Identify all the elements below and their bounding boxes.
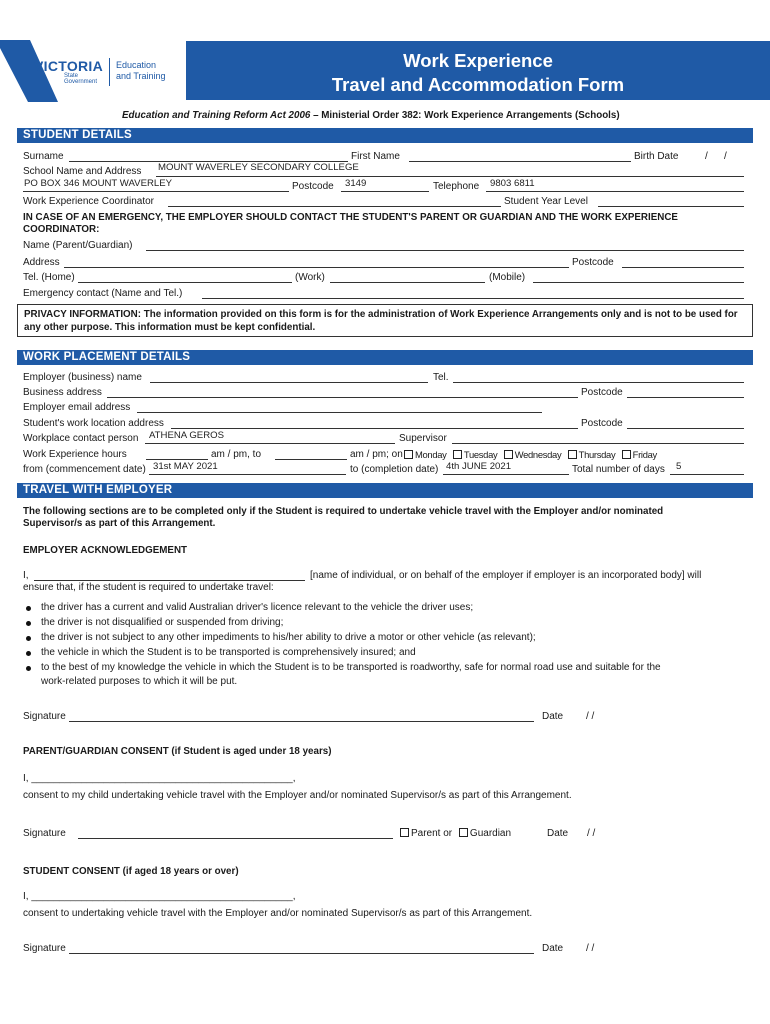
- telephone-label: Telephone: [433, 181, 480, 192]
- tel-mobile-label: (Mobile): [489, 272, 526, 283]
- address-postcode-label: Postcode: [572, 257, 614, 268]
- to-date-field[interactable]: [443, 474, 569, 475]
- logo-sub2: Government: [64, 79, 98, 85]
- student-consent-text: consent to undertaking vehicle travel with the Employer and/or nominated Supervisor/s as part of this Arrangement.: [23, 908, 533, 919]
- bullet-dot-5: [26, 666, 31, 671]
- dept-line2: and Training: [116, 71, 166, 81]
- birth-date-slash-1[interactable]: /: [705, 151, 708, 162]
- postcode-label: Postcode: [292, 181, 334, 192]
- contact-label: Workplace contact person: [23, 433, 139, 444]
- parent-name-label: Name (Parent/Guardian): [23, 240, 133, 251]
- student-signature-label: Signature: [23, 943, 66, 954]
- school-name-value[interactable]: MOUNT WAVERLEY SECONDARY COLLEGE: [158, 162, 359, 173]
- address-postcode-field[interactable]: [622, 267, 744, 268]
- privacy-box: [17, 304, 753, 337]
- tel-label: Tel.: [433, 372, 449, 383]
- wednesday-label: Wednesday: [514, 449, 562, 460]
- bullet-dot-4: [26, 651, 31, 656]
- hours-from-field[interactable]: [146, 459, 208, 460]
- parent-i-field[interactable]: I, _______________________________________________,: [23, 773, 296, 784]
- employer-field[interactable]: [150, 382, 428, 383]
- subtitle-act: Education and Training Reform Act 2006: [122, 110, 311, 121]
- tel-work-field[interactable]: [330, 282, 485, 283]
- employer-date-label: Date: [542, 711, 564, 722]
- student-consent-heading: STUDENT CONSENT (if aged 18 years or over): [23, 866, 239, 877]
- student-i-field[interactable]: I, _______________________________________________,: [23, 891, 296, 902]
- parent-option-label: Parent or: [411, 828, 453, 839]
- ack-name-field[interactable]: [34, 580, 305, 581]
- employer-signature-field[interactable]: [69, 721, 534, 722]
- tel-home-field[interactable]: [78, 282, 292, 283]
- parent-consent-heading: PARENT/GUARDIAN CONSENT (if Student is aged under 18 years): [23, 746, 332, 757]
- birth-date-label: Birth Date: [634, 151, 679, 162]
- subtitle-order: – Ministerial Order 382: Work Experience Arrangements (Schools): [310, 110, 620, 121]
- first-name-field[interactable]: [409, 161, 631, 162]
- friday-checkbox[interactable]: [622, 450, 631, 459]
- employer-date-field[interactable]: / /: [586, 711, 595, 722]
- from-date-field[interactable]: [149, 474, 346, 475]
- location-postcode-field[interactable]: [627, 428, 744, 429]
- form-subtitle: [122, 110, 620, 121]
- monday-label: Monday: [415, 449, 447, 460]
- monday-checkbox[interactable]: [404, 450, 413, 459]
- ack-bullet-5-cont: work-related purposes to which it will be put.: [41, 676, 238, 687]
- contact-field[interactable]: [145, 443, 395, 444]
- coordinator-label: Work Experience Coordinator: [23, 196, 154, 207]
- travel-heading: TRAVEL WITH EMPLOYER: [17, 483, 753, 498]
- telephone-value[interactable]: 9803 6811: [490, 178, 535, 189]
- school-label: School Name and Address: [23, 166, 142, 177]
- bullet-dot-3: [26, 636, 31, 641]
- weekday-checkboxes: [400, 449, 657, 460]
- friday-label: Friday: [632, 449, 657, 460]
- employer-ack-heading: EMPLOYER ACKNOWLEDGEMENT: [23, 545, 188, 556]
- hours-label: Work Experience hours: [23, 449, 127, 460]
- guardian-checkbox[interactable]: [459, 828, 468, 837]
- supervisor-label: Supervisor: [399, 433, 447, 444]
- parent-date-field[interactable]: / /: [587, 828, 596, 839]
- birth-date-slash-2[interactable]: /: [724, 151, 727, 162]
- school-name-field[interactable]: [156, 176, 744, 177]
- ack-i-label: I,: [23, 570, 29, 581]
- total-days-value[interactable]: 5: [676, 461, 682, 472]
- year-level-label: Student Year Level: [504, 196, 588, 207]
- form-title-line1: Work Experience: [403, 50, 553, 71]
- business-postcode-label: Postcode: [581, 387, 623, 398]
- victoria-logo: [34, 58, 103, 85]
- work-location-field[interactable]: [171, 428, 578, 429]
- logo-divider: [109, 58, 110, 86]
- year-level-field[interactable]: [598, 206, 744, 207]
- parent-guardian-options: [396, 828, 511, 839]
- business-postcode-field[interactable]: [627, 397, 744, 398]
- telephone-field[interactable]: [486, 191, 744, 192]
- emergency-contact-field[interactable]: [202, 298, 744, 299]
- bullet-dot-2: [26, 621, 31, 626]
- student-details-heading: STUDENT DETAILS: [17, 128, 753, 143]
- email-label: Employer email address: [23, 402, 131, 413]
- surname-label: Surname: [23, 151, 64, 162]
- parent-signature-field[interactable]: [78, 838, 393, 839]
- tuesday-checkbox[interactable]: [453, 450, 462, 459]
- dept-line1: Education: [116, 60, 157, 70]
- hours-to-field[interactable]: [275, 459, 347, 460]
- emergency-heading: IN CASE OF AN EMERGENCY, THE EMPLOYER SHOULD CONTACT THE STUDENT'S PARENT OR GUARDIAN AND THE WORK EXPERIENCE COORDINATOR:: [23, 212, 678, 235]
- postcode-value[interactable]: 3149: [345, 178, 367, 189]
- tel-work-label: (Work): [295, 272, 325, 283]
- postcode-field[interactable]: [341, 191, 429, 192]
- guardian-option-label: Guardian: [469, 828, 512, 839]
- to-date-label: to (completion date): [350, 464, 439, 475]
- parent-date-label: Date: [547, 828, 569, 839]
- bullet-dot-1: [26, 606, 31, 611]
- privacy-label: PRIVACY INFORMATION:: [24, 309, 142, 320]
- thursday-checkbox[interactable]: [568, 450, 577, 459]
- ack-bullet-5: to the best of my knowledge the vehicle in which the Student is to be transported is roadworthy, safe for normal road use and suitable for the: [41, 662, 661, 673]
- work-placement-heading: WORK PLACEMENT DETAILS: [17, 350, 753, 365]
- ack-name-note: [name of individual, or on behalf of the employer if employer is an incorporated body] will: [310, 570, 702, 581]
- school-address-value[interactable]: PO BOX 346 MOUNT WAVERLEY: [24, 178, 173, 189]
- contact-value[interactable]: ATHENA GEROS: [149, 430, 224, 441]
- business-address-field[interactable]: [107, 397, 578, 398]
- privacy-text: The information provided on this form is for the administration of Work Experience Arrangements only and is not to be used for any other purpose. This information must be kept confidential.: [24, 309, 738, 333]
- address-field[interactable]: [64, 267, 569, 268]
- work-location-label: Student's work location address: [23, 418, 164, 429]
- address-label: Address: [23, 257, 60, 268]
- parent-signature-label: Signature: [23, 828, 66, 839]
- employer-label: Employer (business) name: [23, 372, 142, 383]
- wednesday-checkbox[interactable]: [504, 450, 513, 459]
- logo-sub1: State: [64, 73, 79, 79]
- supervisor-field[interactable]: [452, 443, 744, 444]
- ack-bullet-4: the vehicle in which the Student is to be transported is comprehensively insured; and: [41, 647, 416, 658]
- logo-text: VICTORIA: [34, 58, 104, 74]
- ack-ensure: ensure that, if the student is required to undertake travel:: [23, 582, 274, 593]
- ack-bullet-3: the driver is not subject to any other impediments to his/her ability to drive a motor or other vehicle (as relevant);: [41, 632, 536, 643]
- title-block: [186, 41, 770, 100]
- tuesday-label: Tuesday: [463, 449, 498, 460]
- school-address-field[interactable]: [23, 191, 289, 192]
- to-date-value[interactable]: 4th JUNE 2021: [446, 461, 512, 472]
- business-address-label: Business address: [23, 387, 102, 398]
- from-date-value[interactable]: 31st MAY 2021: [153, 461, 218, 472]
- total-days-label: Total number of days: [572, 464, 665, 475]
- ack-bullet-1: the driver has a current and valid Australian driver's licence relevant to the vehicle the driver uses;: [41, 602, 474, 613]
- employer-tel-field[interactable]: [453, 382, 744, 383]
- parent-name-field[interactable]: [146, 250, 744, 251]
- tel-mobile-field[interactable]: [533, 282, 744, 283]
- hours-ampm-to: am / pm, to: [211, 449, 262, 460]
- tel-home-label: Tel. (Home): [23, 272, 75, 283]
- thursday-label: Thursday: [578, 449, 616, 460]
- from-date-label: from (commencement date): [23, 464, 146, 475]
- parent-checkbox[interactable]: [400, 828, 409, 837]
- email-field[interactable]: [137, 412, 542, 413]
- total-days-field[interactable]: [670, 474, 744, 475]
- first-name-label: First Name: [351, 151, 400, 162]
- student-date-field[interactable]: / /: [586, 943, 595, 954]
- travel-intro: The following sections are to be completed only if the Student is required to undertake vehicle travel with the Employer and/or nominated Supervisor/s as part of this Arrangement.: [23, 506, 664, 529]
- location-postcode-label: Postcode: [581, 418, 623, 429]
- form-title-line2: Travel and Accommodation Form: [331, 74, 625, 95]
- hours-ampm-on: am / pm; on: [350, 449, 403, 460]
- employer-signature-label: Signature: [23, 711, 66, 722]
- student-signature-field[interactable]: [69, 953, 534, 954]
- coordinator-field[interactable]: [168, 206, 501, 207]
- parent-consent-text: consent to my child undertaking vehicle travel with the Employer and/or nominated Supervisor/s as part of this Arrangement.: [23, 790, 572, 801]
- student-date-label: Date: [542, 943, 564, 954]
- ack-bullet-2: the driver is not disqualified or suspended from driving;: [41, 617, 284, 628]
- dept-name: [116, 60, 166, 82]
- emergency-contact-label: Emergency contact (Name and Tel.): [23, 288, 183, 299]
